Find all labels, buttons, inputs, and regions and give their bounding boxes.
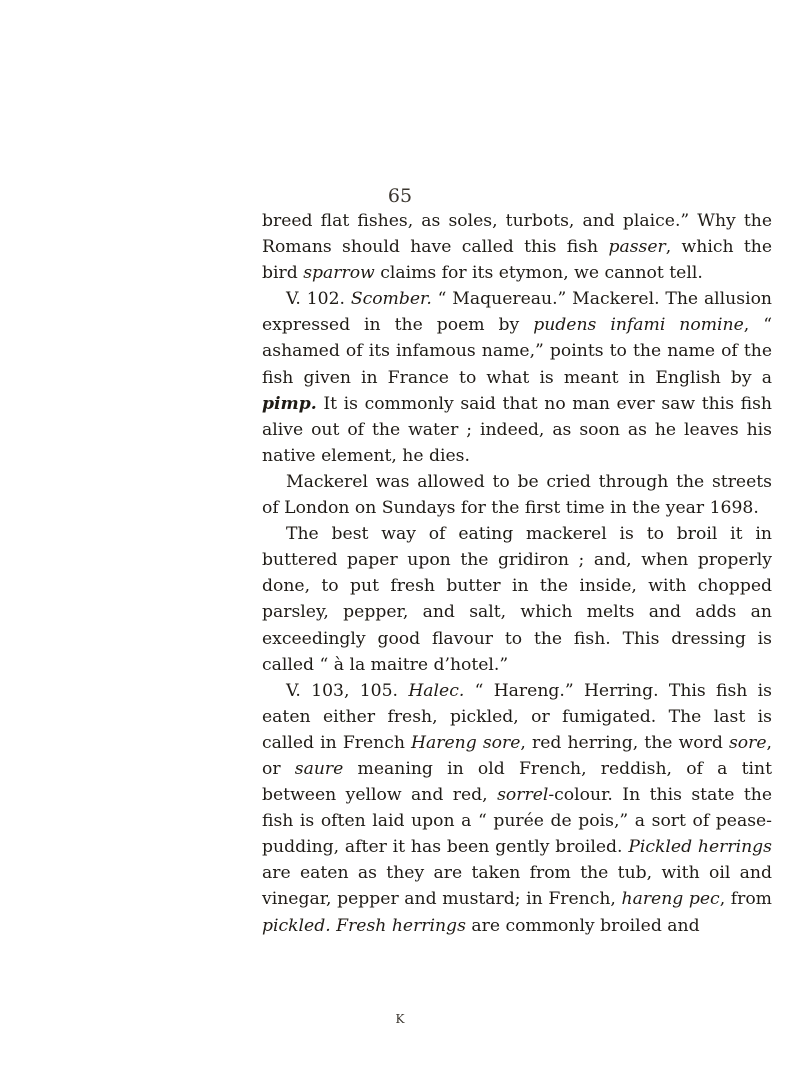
italic-term: hareng pec — [621, 889, 720, 910]
italic-term: sparrow — [303, 263, 375, 284]
text-run: V. 102. — [286, 289, 351, 310]
text-run: V. 103, 105. — [286, 680, 409, 701]
paragraph-2 — [262, 286, 772, 469]
paragraph-1 — [262, 208, 772, 286]
italic-term: sorrel — [497, 785, 549, 806]
italic-term: Hareng sore — [411, 732, 521, 753]
text-run: claims for its etymon, we cannot tell. — [374, 263, 703, 284]
text-run: breed flat fishes, as soles, turbots, and plaice.” Why the Romans should have called this fish — [262, 211, 772, 258]
italic-term: sore — [728, 732, 767, 753]
paragraph-4: The best way of eating mackerel is to broil it in buttered paper upon the gridiron ; and, when properly done, to put fresh butter in the inside, with chopped parsley, pepper, and salt, which melts and adds an exceedingly good flavour to the fish. This dressing is called “ à la maitre d’hotel.” — [262, 524, 772, 675]
italic-term: Fresh herrings — [336, 915, 466, 936]
signature-mark: K — [395, 1012, 405, 1026]
body-text — [262, 208, 772, 939]
text-run: , red herring, the word — [520, 732, 729, 753]
text-run: It is commonly said that no man ever saw this fish alive out of the water ; indeed, as soon as he leaves his native element, he dies. — [262, 393, 772, 466]
italic-term: Pickled herrings — [628, 837, 772, 858]
text-run: , from — [719, 889, 772, 910]
text-run: , which the bird — [262, 237, 772, 284]
text-run: meaning in old French, reddish, of a tint between yellow and red, — [262, 758, 772, 806]
italic-term: Halec. — [408, 680, 465, 701]
italic-term: pudens infami nomine — [533, 315, 744, 336]
text-run: , “ ashamed of its infamous name,” points to the name of the fish given in France to what is meant in English by a — [262, 315, 772, 388]
text-run: are eaten as they are taken from the tub, with oil and vinegar, pepper and mustard; in French, — [262, 863, 772, 910]
italic-term: Scomber. — [350, 289, 432, 310]
italic-term: pickled. — [262, 915, 331, 936]
text-run: are commonly broiled and — [465, 915, 700, 936]
text-run: , or — [262, 732, 772, 779]
italic-term: saure — [294, 758, 344, 779]
italic-term: passer — [608, 237, 666, 258]
text-run: “ Hareng.” Herring. This fish is eaten either fresh, pickled, or fumigated. The last is called in French — [262, 680, 772, 753]
italic-term: pimp. — [262, 393, 317, 414]
paragraph-5 — [262, 678, 772, 939]
page-number: 65 — [387, 185, 413, 207]
paragraph-3: Mackerel was allowed to be cried through the streets of London on Sundays for the first time in the year 1698. — [262, 471, 772, 519]
text-run: “ Maquereau.” Mackerel. The allusion expressed in the poem by — [262, 289, 772, 336]
text-run: -colour. In this state the fish is often laid upon a “ purée de pois,” a sort of pease-pudding, after it has been gently broiled. — [262, 785, 772, 858]
